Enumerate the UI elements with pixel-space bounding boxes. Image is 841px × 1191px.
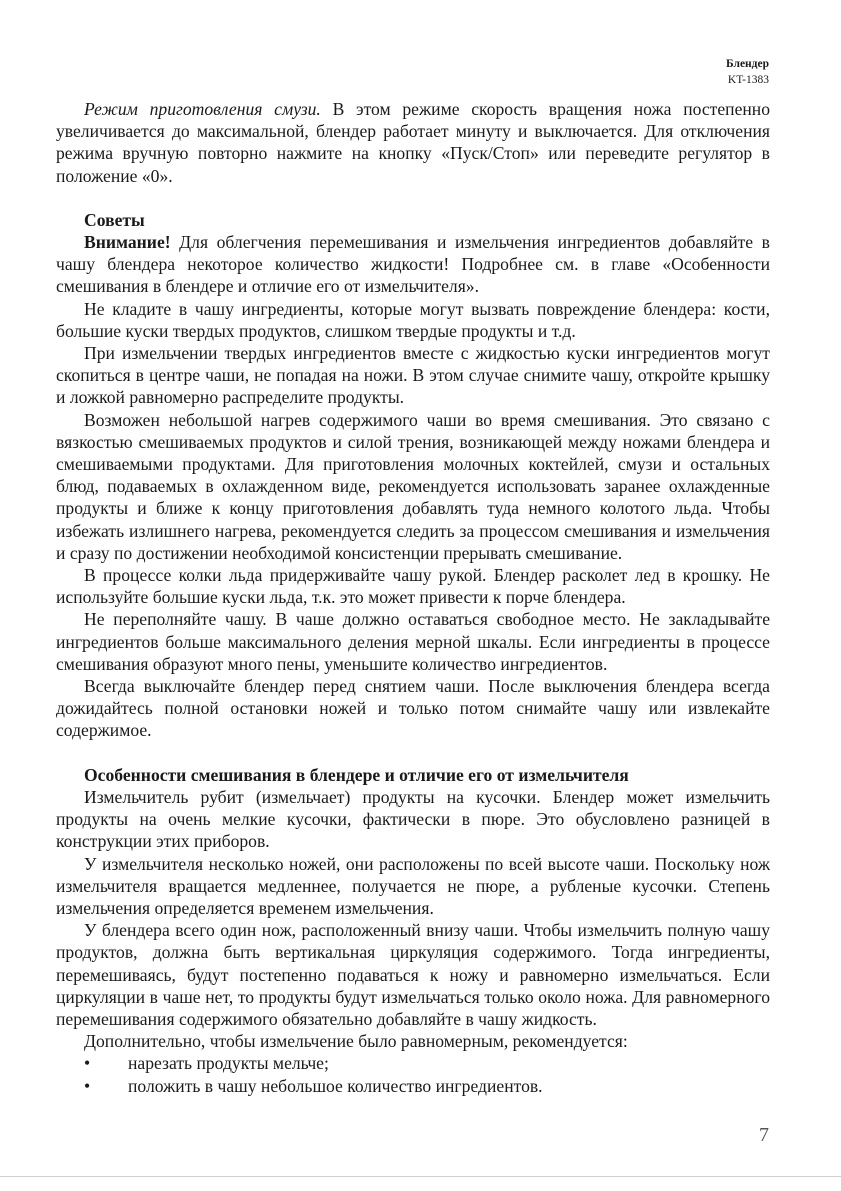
tips-warning [56, 231, 770, 298]
bullet: • [84, 1075, 91, 1096]
tips-paragraph: Возможен небольшой нагрев содержимого чаши во время смешивания. Это связано с вязкостью смешиваемых продуктов и силой трения, возникающей между ножами блендера и смешиваемыми продуктами. Для приготовления молочных коктейлей, смузи и остальных блюд, подаваемых в охлажденном виде, рекомендуется использовать заранее охлажденные продукты и ближе к концу приготовления добавлять туда немного колотого льда. Чтобы избежать излишнего нагрева, рекомендуется следить за процессом смешивания и измельчения и сразу по достижении необходимой консистенции прерывать смешивание. [56, 409, 770, 563]
tips-paragraph: При измельчении твердых ингредиентов вместе с жидкостью куски ингредиентов могут скопиться в центре чаши, не попадая на ножи. В этом случае снимите чашу, откройте крышку и ложкой равномерно распределите продукты. [56, 343, 770, 408]
header-model: KT-1383 [727, 74, 769, 86]
list-item [56, 1052, 770, 1074]
features-paragraph: У блендера всего один нож, расположенный внизу чаши. Чтобы измельчить полную чашу продуктов, должна быть вертикальная циркуляция содержимого. Тогда ингредиенты, перемешиваясь, будут постепенно подаваться к ножу и равномерно измельчаться. Если циркуляции в чаше нет, то продукты будут измельчаться только около ножа. Для равномерного перемешивания содержимого обязательно добавляйте в чашу жидкость. [56, 920, 770, 1029]
list-item-text: нарезать продукты мельче; [128, 1053, 329, 1074]
warning-lead: Внимание! [84, 232, 171, 253]
features-heading: Особенности смешивания в блендере и отличие его от измельчителя [84, 764, 629, 785]
recommendation-list [56, 1052, 770, 1096]
spacer [56, 187, 770, 209]
features-paragraph: Измельчитель рубит (измельчает) продукты на кусочки. Блендер может измельчить продукты на очень мелкие кусочки, фактически в пюре. Это обусловлено разницей в конструкции этих приборов. [56, 786, 770, 852]
header-product: Блендер [726, 58, 769, 70]
list-item [56, 1075, 770, 1097]
list-item-text: положить в чашу небольшое количество ингредиентов. [128, 1075, 543, 1096]
smoothie-lead: Режим приготовления смузи. [84, 99, 321, 119]
features-paragraph: Дополнительно, чтобы измельчение было равномерным, рекомендуется: [84, 1031, 628, 1052]
page-content [56, 98, 770, 1097]
tips-paragraph: Не переполняйте чашу. В чаше должно оставаться свободное место. Не закладывайте ингредиентов больше максимального деления мерной шкалы. Если ингредиенты в процессе смешивания образуют много пены, уменьшите количество ингредиентов. [56, 609, 770, 674]
warning-text: Для облегчения перемешивания и измельчения ингредиентов добавляйте в чашу блендера некоторое количество жидкости! Подробнее см. в главе «Особенности смешивания в блендере и отличие его от измельчителя». [56, 232, 770, 297]
tips-paragraph: Всегда выключайте блендер перед снятием чаши. После выключения блендера всегда дожидайтесь полной остановки ножей и только потом снимайте чашу или извлекайте содержимое. [56, 676, 770, 741]
spacer [56, 742, 770, 764]
bullet: • [84, 1053, 91, 1074]
tips-paragraph: Не кладите в чашу ингредиенты, которые могут вызвать повреждение блендера: кости, большие куски твердых продуктов, слишком твердые продукты и т.д. [56, 298, 770, 341]
tips-paragraph: В процессе колки льда придерживайте чашу рукой. Блендер расколет лед в крошку. Не используйте большие куски льда, т.к. это может привести к порче блендера. [56, 565, 770, 608]
page-number: 7 [759, 1124, 769, 1146]
features-paragraph: У измельчителя несколько ножей, они расположены по всей высоте чаши. Поскольку нож измельчителя вращается медленнее, получается не пюре, а рубленые кусочки. Степень измельчения определяется временем измельчения. [56, 853, 770, 918]
smoothie-text: В этом режиме скорость вращения ножа постепенно увеличивается до максимальной, блендер работает минуту и выключается. Для отключения режима вручную повторно нажмите на кнопку «Пуск/Стоп» или переведите регулятор в положение «0». [56, 99, 771, 186]
running-header [726, 56, 769, 88]
bottom-rule [0, 1176, 841, 1177]
tips-heading: Советы [84, 209, 145, 230]
smoothie-paragraph [56, 98, 770, 187]
